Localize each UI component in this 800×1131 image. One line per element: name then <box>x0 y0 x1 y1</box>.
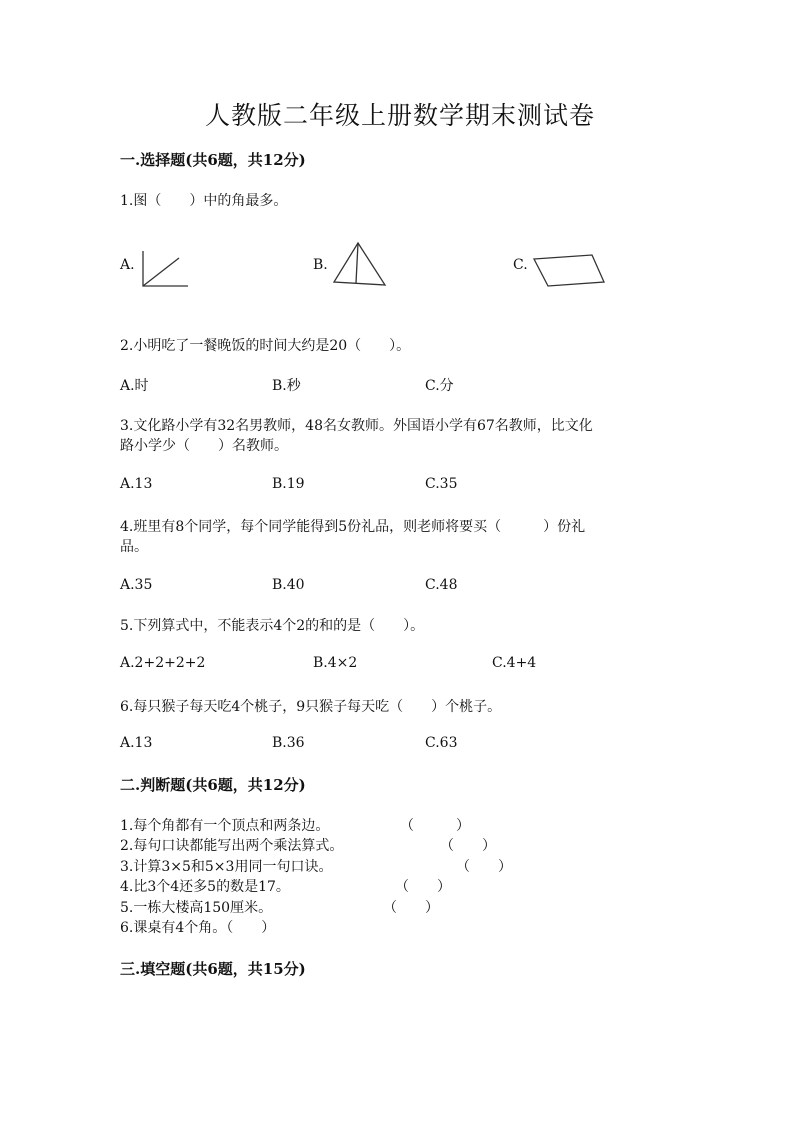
question-2-stem: 2.小明吃了一餐晚饭的时间大约是20（ ）。 <box>120 338 411 354</box>
q1-option-c: C. <box>513 257 528 273</box>
q4-option-a: A.35 <box>120 577 153 593</box>
question-3-stem-line1: 3.文化路小学有32名男教师，48名女教师。外国语小学有67名教师，比文化 <box>120 418 593 434</box>
q3-option-b: B.19 <box>272 476 305 492</box>
q4-option-b: B.40 <box>272 577 305 593</box>
question-4-stem-line2: 品。 <box>120 539 148 555</box>
page-title: 人教版二年级上册数学期末测试卷 <box>204 101 595 130</box>
tf-item-1-paren: （ ） <box>400 818 470 834</box>
q2-option-a: A.时 <box>120 378 149 394</box>
q6-option-c: C.63 <box>425 735 458 751</box>
q5-option-a: A.2+2+2+2 <box>120 655 206 671</box>
tf-item-2: 2.每句口诀都能写出两个乘法算式。 <box>120 838 344 854</box>
angle-figure <box>138 248 192 292</box>
tf-item-2-paren: （ ） <box>440 838 496 854</box>
tf-item-3-paren: （ ） <box>456 859 512 875</box>
q6-option-a: A.13 <box>120 735 153 751</box>
q2-option-b: B.秒 <box>272 378 301 394</box>
question-4-stem-line1: 4.班里有8个同学，每个同学能得到5份礼品，则老师将要买（ ）份礼 <box>120 519 586 535</box>
q5-option-b: B.4×2 <box>313 655 358 671</box>
q5-option-c: C.4+4 <box>492 655 537 671</box>
section-heading-fill-blank: 三.填空题(共6题，共15分) <box>120 960 306 978</box>
q3-option-c: C.35 <box>425 476 458 492</box>
q6-option-b: B.36 <box>272 735 305 751</box>
triangle-figure <box>328 240 390 288</box>
question-5-stem: 5.下列算式中，不能表示4个2的和的是（ ）。 <box>120 618 425 634</box>
question-6-stem: 6.每只猴子每天吃4个桃子，9只猴子每天吃（ ）个桃子。 <box>120 699 502 715</box>
parallelogram-figure <box>530 252 608 290</box>
tf-item-4: 4.比3个4还多5的数是17。 <box>120 879 290 895</box>
section-heading-choice: 一.选择题(共6题，共12分) <box>120 151 306 169</box>
tf-item-5: 5.一栋大楼高150厘米。 <box>120 900 273 916</box>
question-1-stem: 1.图（ ）中的角最多。 <box>120 193 288 209</box>
q3-option-a: A.13 <box>120 476 153 492</box>
question-3-stem-line2: 路小学少（ ）名教师。 <box>120 438 288 454</box>
q1-option-a: A. <box>120 257 135 273</box>
q1-option-b: B. <box>313 257 328 273</box>
section-heading-true-false: 二.判断题(共6题，共12分) <box>120 776 306 794</box>
tf-item-6: 6.课桌有4个角。（ ） <box>120 920 276 936</box>
q2-option-c: C.分 <box>425 378 454 394</box>
tf-item-3: 3.计算3×5和5×3用同一句口诀。 <box>120 859 333 875</box>
tf-item-5-paren: （ ） <box>383 900 439 916</box>
q4-option-c: C.48 <box>425 577 458 593</box>
tf-item-4-paren: （ ） <box>395 879 451 895</box>
tf-item-1: 1.每个角都有一个顶点和两条边。 <box>120 818 330 834</box>
